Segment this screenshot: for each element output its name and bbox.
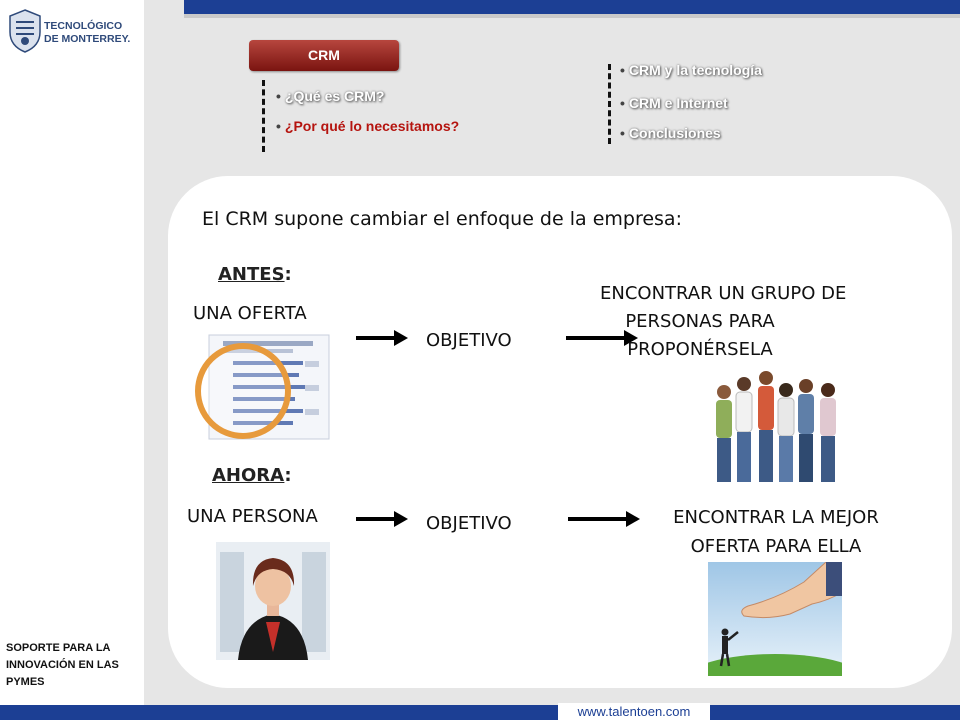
logo-text [44, 20, 130, 46]
ahora-heading [212, 465, 292, 486]
nav-item-que-es-crm[interactable] [276, 88, 384, 104]
nav-item-label: CRM y la tecnología [628, 62, 762, 78]
sidebar [0, 0, 144, 705]
bottom-bar [0, 705, 960, 720]
bullet-icon: • [620, 95, 625, 111]
ahora-goal [646, 503, 906, 561]
nav-item-label: ¿Qué es CRM? [284, 88, 385, 104]
soporte-text [6, 640, 119, 691]
antes-colon: : [284, 264, 292, 285]
nav-right-divider [608, 64, 614, 144]
logo [6, 8, 144, 58]
soporte-line-1: SOPORTE PARA LA [6, 642, 111, 654]
intro-text: El CRM supone cambiar el enfoque de la empresa: [202, 208, 682, 230]
bullet-icon: • [276, 88, 281, 104]
nav-left-divider [262, 80, 268, 152]
handshake-offer-image [708, 562, 842, 676]
top-bar [184, 0, 960, 14]
bullet-icon: • [276, 118, 281, 134]
bullet-icon: • [620, 62, 625, 78]
arrow-right-icon [356, 509, 408, 529]
soporte-line-2: INNOVACIÓN EN LAS [6, 659, 119, 671]
nav-item-por-que-lo-necesitamos[interactable] [276, 118, 459, 134]
arrow-right-icon [568, 509, 640, 529]
antes-goal-line-3: PROPONÉRSELA [627, 339, 773, 360]
crm-tab[interactable]: CRM [249, 40, 399, 71]
nav-item-label: Conclusiones [628, 125, 721, 141]
nav-item-conclusiones[interactable] [620, 125, 721, 141]
institution-seal-icon [6, 8, 44, 54]
logo-line-1: TECNOLÓGICO [44, 20, 123, 32]
offer-document-image [193, 333, 333, 441]
nav-item-label: ¿Por qué lo necesitamos? [284, 118, 460, 134]
arrow-right-icon [356, 328, 408, 348]
nav-item-crm-y-tecnologia[interactable] [620, 62, 762, 78]
ahora-label: AHORA [212, 465, 285, 486]
ahora-goal-line-2: OFERTA PARA ELLA [690, 536, 862, 557]
ahora-middle: OBJETIVO [426, 513, 512, 534]
soporte-line-3: PYMES [6, 676, 45, 688]
antes-heading [218, 264, 292, 285]
nav-item-label: CRM e Internet [628, 95, 728, 111]
nav-item-crm-internet[interactable] [620, 95, 728, 111]
antes-label: ANTES [218, 264, 285, 285]
website-link[interactable]: www.talentoen.com [558, 703, 710, 720]
antes-middle: OBJETIVO [426, 330, 512, 351]
antes-goal-line-2: PERSONAS PARA [625, 311, 775, 332]
ahora-start: UNA PERSONA [187, 506, 318, 527]
antes-goal-line-1: ENCONTRAR UN GRUPO DE [600, 283, 847, 304]
antes-goal [600, 280, 847, 364]
group-of-people-image [706, 368, 846, 490]
person-portrait-image [216, 542, 330, 660]
antes-start: UNA OFERTA [193, 303, 307, 324]
logo-line-2: DE MONTERREY. [44, 33, 131, 45]
ahora-goal-line-1: ENCONTRAR LA MEJOR [673, 507, 879, 528]
top-bar-shadow [184, 14, 960, 18]
bullet-icon: • [620, 125, 625, 141]
ahora-colon: : [284, 465, 292, 486]
